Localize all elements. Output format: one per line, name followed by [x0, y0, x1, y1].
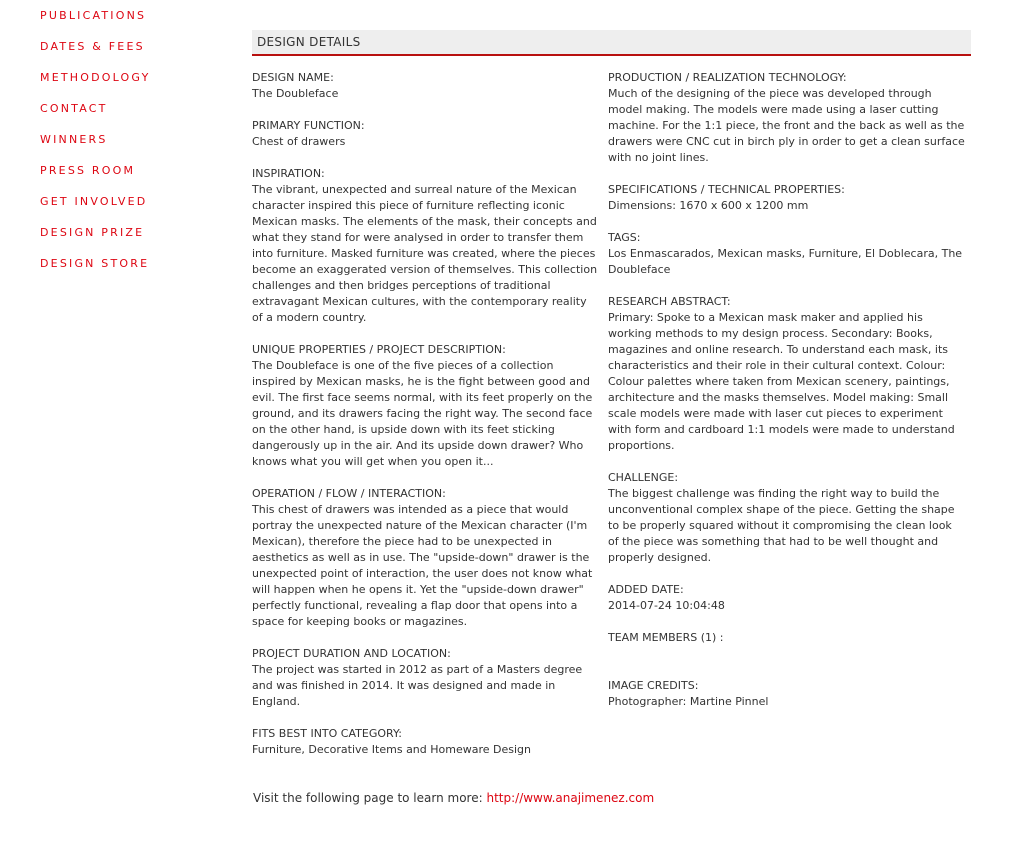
sidebar-item-winners[interactable]: WINNERS: [40, 133, 108, 146]
field-value: 2014-07-24 10:04:48: [608, 599, 725, 612]
right-column: [608, 70, 969, 726]
field-value: [608, 646, 965, 662]
sidebar-item-design-store[interactable]: DESIGN STORE: [40, 257, 150, 270]
field-value: Dimensions: 1670 x 600 x 1200 mm: [608, 199, 809, 212]
design-details-header: [252, 30, 971, 56]
details-columns: [252, 70, 971, 774]
field-value: Furniture, Decorative Items and Homeware Design: [252, 743, 532, 756]
field-label: INSPIRATION:: [252, 167, 325, 180]
field-label: OPERATION / FLOW / INTERACTION:: [252, 487, 446, 500]
field-team-members: [608, 630, 965, 662]
field-value: The biggest challenge was finding the right way to build the unconventional complex shape of the piece. Getting the shape to be properly squared without it compromising the clean look of the piece was something that had to be well thought and properly designed.: [608, 487, 959, 564]
field-added-date: [608, 582, 965, 614]
sidebar-item-publications[interactable]: PUBLICATIONS: [40, 9, 147, 22]
left-column: [252, 70, 600, 774]
field-label: DESIGN NAME:: [252, 71, 334, 84]
sidebar-item-design-prize[interactable]: DESIGN PRIZE: [40, 226, 145, 239]
sidebar-item-dates-fees[interactable]: DATES & FEES: [40, 40, 145, 53]
field-value: Primary: Spoke to a Mexican mask maker and applied his working methods to my design process. Secondary: Books, magazines and online research. To understand each mask, its characteristics and their role in their cultural context. Colour: Colour palettes where taken from Mexican scenery, paintings, architecture and the masks themselves. Model making: Small scale models were made with laser cut pieces to experiment with form and cardboard 1:1 models were made to understand proportions.: [608, 311, 959, 452]
field-label: CHALLENGE:: [608, 471, 679, 484]
field-label: FITS BEST INTO CATEGORY:: [252, 727, 402, 740]
field-value: Photographer: Martine Pinnel: [608, 695, 769, 708]
field-label: PRIMARY FUNCTION:: [252, 119, 365, 132]
field-value: Much of the designing of the piece was developed through model making. The models were made using a laser cutting machine. For the 1:1 piece, the front and the back as well as the drawers were CNC cut in birch ply in order to get a clean surface with no joint lines.: [608, 87, 969, 164]
field-category: [252, 726, 600, 758]
sidebar-item-press-room[interactable]: PRESS ROOM: [40, 164, 136, 177]
field-label: RESEARCH ABSTRACT:: [608, 295, 731, 308]
sidebar-item-contact[interactable]: CONTACT: [40, 102, 108, 115]
field-design-name: [252, 70, 600, 102]
field-value: The Doubleface is one of the five pieces of a collection inspired by Mexican masks, he is the fight between good and evil. The first face seems normal, with its feet properly on the ground, and its drawers facing the right way. The second face on the other hand, is upside down with its feet sticking dangerously up in the air. And its upside down drawer? Who knows what you will get when you open it...: [252, 359, 596, 468]
field-label: SPECIFICATIONS / TECHNICAL PROPERTIES:: [608, 183, 845, 196]
page-title: DESIGN DETAILS: [257, 35, 361, 49]
field-label: TAGS:: [608, 231, 641, 244]
field-value: Los Enmascarados, Mexican masks, Furniture, El Doblecara, The Doubleface: [608, 247, 966, 276]
field-challenge: [608, 470, 965, 566]
field-value: The vibrant, unexpected and surreal nature of the Mexican character inspired this piece of furniture reflecting iconic Mexican masks. The elements of the mask, their concepts and what they stand for were analysed in order to transfer them into furniture. Masked furniture was created, where the pieces become an exaggerated version of themselves. This collection challenges and then bridges perceptions of traditional extravagant Mexican cultures, with the contemporary reality of a modern country.: [252, 183, 601, 324]
learn-more-text: Visit the following page to learn more:: [253, 791, 487, 805]
field-operation-flow-interaction: [252, 486, 600, 630]
field-primary-function: [252, 118, 600, 150]
field-production-technology: [608, 70, 969, 166]
field-inspiration: [252, 166, 600, 326]
field-label: IMAGE CREDITS:: [608, 679, 699, 692]
field-label: TEAM MEMBERS (1) :: [608, 631, 724, 644]
main-content: [252, 30, 971, 806]
field-value: The Doubleface: [252, 87, 339, 100]
field-value: The project was started in 2012 as part of a Masters degree and was finished in 2014. It was designed and made in England.: [252, 663, 586, 708]
field-unique-properties: [252, 342, 600, 470]
field-image-credits: [608, 678, 965, 710]
field-research-abstract: [608, 294, 965, 454]
field-value: Chest of drawers: [252, 135, 346, 148]
external-link[interactable]: http://www.anajimenez.com: [486, 791, 655, 805]
field-value: This chest of drawers was intended as a piece that would portray the unexpected nature of the Mexican character (I'm Mexican), therefore the piece had to be unexpected in aesthetics as well as in use. The "upside-down" drawer is the unexpected point of interaction, the user does not know what will happen when he opens it. Yet the "upside-down drawer" perfectly functional, revealing a flap door that opens into a space for keeping books or magazines.: [252, 503, 596, 628]
field-label: PROJECT DURATION AND LOCATION:: [252, 647, 451, 660]
field-label: PRODUCTION / REALIZATION TECHNOLOGY:: [608, 71, 847, 84]
field-label: ADDED DATE:: [608, 583, 684, 596]
field-label: UNIQUE PROPERTIES / PROJECT DESCRIPTION:: [252, 343, 506, 356]
sidebar-item-get-involved[interactable]: GET INVOLVED: [40, 195, 148, 208]
learn-more-line: [252, 790, 971, 806]
sidebar: [40, 10, 240, 289]
field-tags: [608, 230, 965, 278]
sidebar-item-methodology[interactable]: METHODOLOGY: [40, 71, 151, 84]
field-specifications: [608, 182, 965, 214]
field-project-duration-location: [252, 646, 600, 710]
